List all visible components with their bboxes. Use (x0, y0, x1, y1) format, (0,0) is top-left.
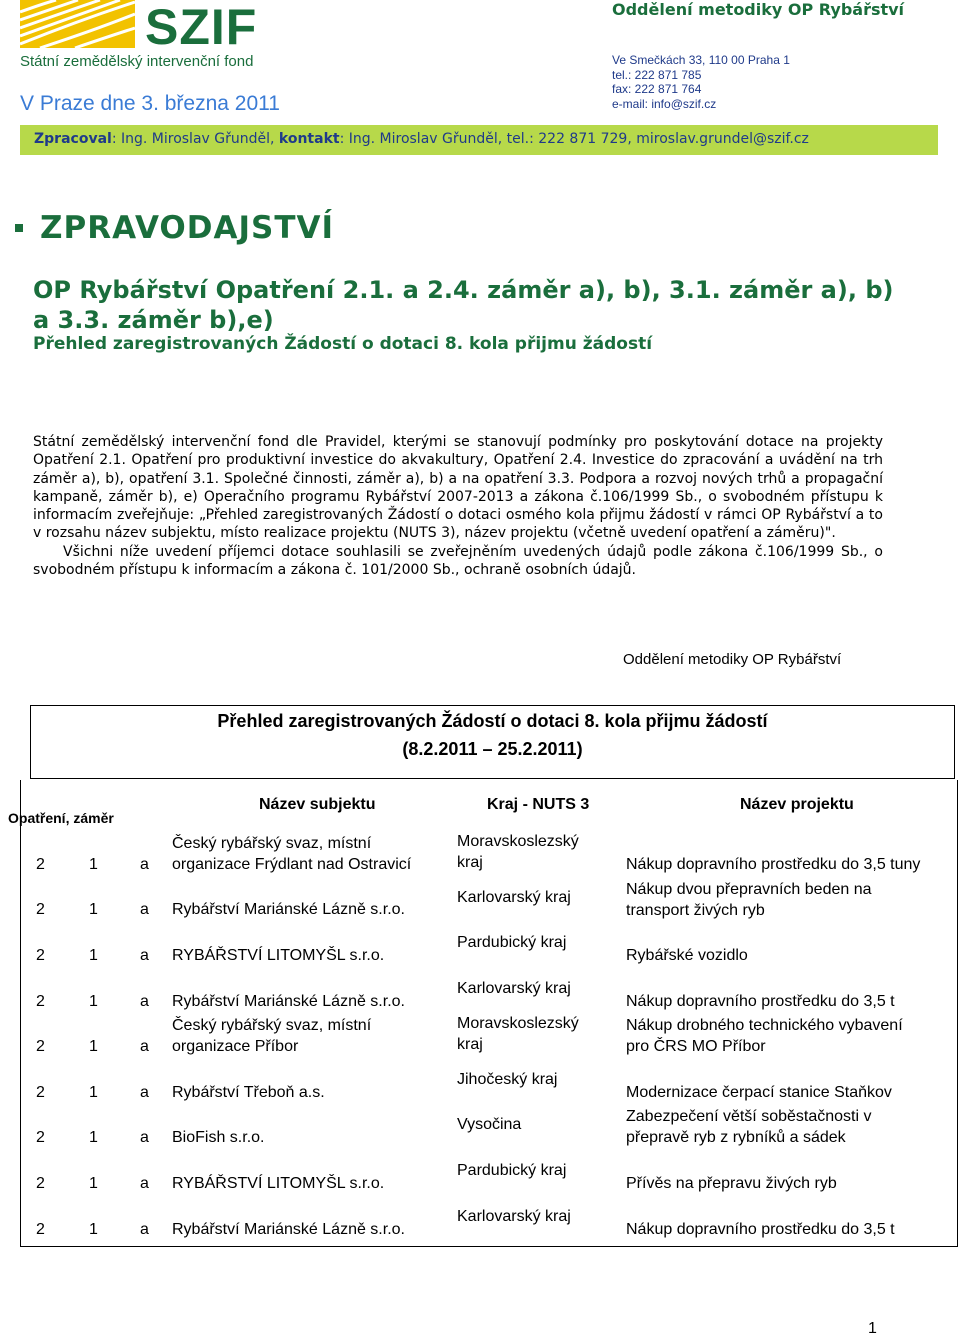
logo-subtitle: Státní zemědělský intervenční fond (20, 53, 254, 70)
header-subject: Název subjektu (259, 796, 376, 813)
project-line: Zabezpečení větší soběstačnosti v (626, 1108, 872, 1125)
row-measure: 1 (89, 993, 98, 1010)
row-measure: a (140, 1129, 149, 1146)
row-region (457, 1161, 566, 1182)
region-line: Jihočeský kraj (457, 1071, 558, 1088)
row-region (457, 1014, 579, 1055)
signature: Oddělení metodiky OP Rybářství (623, 651, 842, 668)
contact-bar-text (34, 131, 809, 147)
project-line: Nákup dopravního prostředku do 3,5 t (626, 993, 895, 1010)
intro-paragraph: Státní zemědělský intervenční fond dle Pravidel, kterými se stanovují podmínky pro poskytování dotace na projekty Opatření 2.1. Opatření pro produktivní investice do akvakultury, Opatření 2.4. Investice do zpracování a uvádění na trh záměr a), b), opatření 3.1. Společné činnosti, záměr a), b) a na opatření 3.3. Podpora a rozvoj nových trhů a propagační kampaně, záměr b), e) Operačního programu Rybářství 2007-2013 a zákona č.106/1999 Sb., o svobodném přístupu k informacím zveřejňuje: „Přehled zaregistrovaných Žádostí o dotaci osmého kola přijmu žádostí v rámci OP Rybářství a to v rozsahu název subjektu, místo realizace projektu (NUTS 3), název projektu (včetně uvedení opatření a záměru)". (33, 434, 883, 542)
row-measure: a (140, 1221, 149, 1238)
szif-logo-stripes (20, 0, 135, 48)
subject-line: Český rybářský svaz, místní (172, 1017, 372, 1034)
row-measure: a (140, 856, 149, 873)
section-title: ZPRAVODAJSTVÍ (40, 210, 335, 246)
project-line: Nákup dopravního prostředku do 3,5 t (626, 1221, 895, 1238)
row-measure: a (140, 1175, 149, 1192)
row-measure: 2 (36, 993, 45, 1010)
row-measure: 1 (89, 901, 98, 918)
project-line: přepravě ryb z rybníků a sádek (626, 1128, 846, 1146)
row-region (457, 979, 571, 1000)
row-measure: 2 (36, 1038, 45, 1055)
row-measure: 1 (89, 856, 98, 873)
row-measure: 2 (36, 1129, 45, 1146)
project-line: Modernizace čerpací stanice Staňkov (626, 1084, 892, 1101)
prepared-by-label: Zpracoval (34, 131, 112, 147)
row-project (626, 1083, 892, 1104)
department-title: Oddělení metodiky OP Rybářství (612, 0, 905, 19)
row-measure: 2 (36, 947, 45, 964)
row-subject (172, 834, 411, 875)
row-measure: 2 (36, 856, 45, 873)
region-line: Karlovarský kraj (457, 889, 571, 906)
contact-value: : Ing. Miroslav Gřunděl, tel.: 222 871 729, miroslav.grundel@szif.cz (339, 131, 809, 147)
row-measure: 1 (89, 1038, 98, 1055)
row-subject (172, 1016, 371, 1057)
row-project (626, 1107, 871, 1148)
row-region (457, 832, 579, 873)
fax-line: fax: 222 871 764 (612, 82, 702, 96)
header-project: Název projektu (740, 796, 854, 813)
row-project (626, 880, 872, 921)
row-region (457, 933, 566, 954)
row-measure: 1 (89, 1175, 98, 1192)
subject-line: organizace Frýdlant nad Ostravicí (172, 855, 412, 873)
row-project (626, 1174, 837, 1195)
row-measure: a (140, 947, 149, 964)
row-region (457, 888, 571, 909)
sub-heading: Přehled zaregistrovaných Žádostí o dotaci 8. kola přijmu žádostí (33, 334, 653, 354)
address-line: Ve Smečkách 33, 110 00 Praha 1 (612, 53, 790, 67)
region-line: Moravskoslezský (457, 1015, 579, 1032)
region-line: kraj (457, 853, 483, 871)
row-subject (172, 992, 405, 1013)
row-subject (172, 946, 384, 967)
subject-line: organizace Příbor (172, 1037, 299, 1055)
project-line: Nákup dvou přepravních beden na (626, 881, 872, 898)
subject-line: Rybářství Mariánské Lázně s.r.o. (172, 993, 405, 1010)
header-region: Kraj - NUTS 3 (487, 796, 590, 813)
row-subject (172, 1083, 325, 1104)
subject-line: RYBÁŘSTVÍ LITOMYŠL s.r.o. (172, 947, 385, 964)
row-region (457, 1207, 571, 1228)
prepared-by-value: : Ing. Miroslav Gřunděl, (111, 131, 279, 147)
row-subject (172, 1128, 264, 1149)
row-project (626, 855, 920, 876)
contact-label: kontakt (278, 131, 340, 147)
row-measure: 1 (89, 947, 98, 964)
page-number: 1 (868, 1320, 877, 1337)
project-line: Nákup dopravního prostředku do 3,5 tuny (626, 856, 921, 873)
row-region (457, 1070, 557, 1091)
row-measure: 1 (89, 1221, 98, 1238)
table-title (30, 705, 955, 763)
row-measure: a (140, 1038, 149, 1055)
row-project (626, 946, 748, 967)
row-subject (172, 1174, 384, 1195)
project-line: transport živých ryb (626, 901, 765, 919)
main-heading: OP Rybářství Opatření 2.1. a 2.4. záměr a), b), 3.1. záměr a), b) a 3.3. záměr b),e) (33, 276, 894, 334)
subject-line: Český rybářský svaz, místní (172, 835, 372, 852)
row-measure: 2 (36, 1221, 45, 1238)
region-line: kraj (457, 1035, 483, 1053)
row-measure: a (140, 993, 149, 1010)
row-measure: 2 (36, 1175, 45, 1192)
region-line: Moravskoslezský (457, 833, 579, 850)
subject-line: Rybářství Mariánské Lázně s.r.o. (172, 901, 405, 918)
row-measure: 2 (36, 1084, 45, 1101)
row-project (626, 1016, 903, 1057)
region-line: Karlovarský kraj (457, 1208, 571, 1225)
project-line: Nákup drobného technického vybavení (626, 1017, 903, 1034)
region-line: Pardubický kraj (457, 934, 567, 951)
phone-line: tel.: 222 871 785 (612, 67, 702, 82)
project-line: pro ČRS MO Příbor (626, 1037, 766, 1055)
row-region (457, 1115, 521, 1136)
row-measure: a (140, 1084, 149, 1101)
row-measure: 1 (89, 1129, 98, 1146)
section-bullet-icon (15, 224, 23, 232)
header-measure: Opatření, záměr (8, 810, 114, 826)
consent-paragraph: Všichni níže uvedení příjemci dotace souhlasili se zveřejněním uvedených údajů podle zákona č.106/1999 Sb., o svobodném přístupu k informacím a zákona č. 101/2000 Sb., ochraně osobních údajů. (33, 543, 883, 579)
intro-text (33, 433, 883, 579)
row-subject (172, 900, 405, 921)
subject-line: Rybářství Třeboň a.s. (172, 1084, 325, 1101)
row-measure: 2 (36, 901, 45, 918)
project-line: Přívěs na přepravu živých ryb (626, 1175, 837, 1192)
subject-line: Rybářství Mariánské Lázně s.r.o. (172, 1221, 405, 1238)
logo-text: SZIF (145, 0, 258, 55)
address-block (612, 53, 790, 111)
region-line: Vysočina (457, 1116, 522, 1133)
row-subject (172, 1220, 405, 1241)
row-project (626, 1220, 895, 1241)
row-measure: 1 (89, 1084, 98, 1101)
project-line: Rybářské vozidlo (626, 947, 748, 964)
email-line: e-mail: info@szif.cz (612, 96, 717, 111)
subject-line: RYBÁŘSTVÍ LITOMYŠL s.r.o. (172, 1175, 385, 1192)
row-measure: a (140, 901, 149, 918)
row-project (626, 992, 895, 1013)
document-date: V Praze dne 3. března 2011 (20, 92, 280, 115)
region-line: Karlovarský kraj (457, 980, 571, 997)
table-title-line2: (8.2.2011 – 25.2.2011) (402, 739, 583, 759)
table-title-line1: Přehled zaregistrovaných Žádostí o dotaci 8. kola přijmu žádostí (217, 711, 768, 731)
region-line: Pardubický kraj (457, 1162, 567, 1179)
subject-line: BioFish s.r.o. (172, 1129, 265, 1146)
